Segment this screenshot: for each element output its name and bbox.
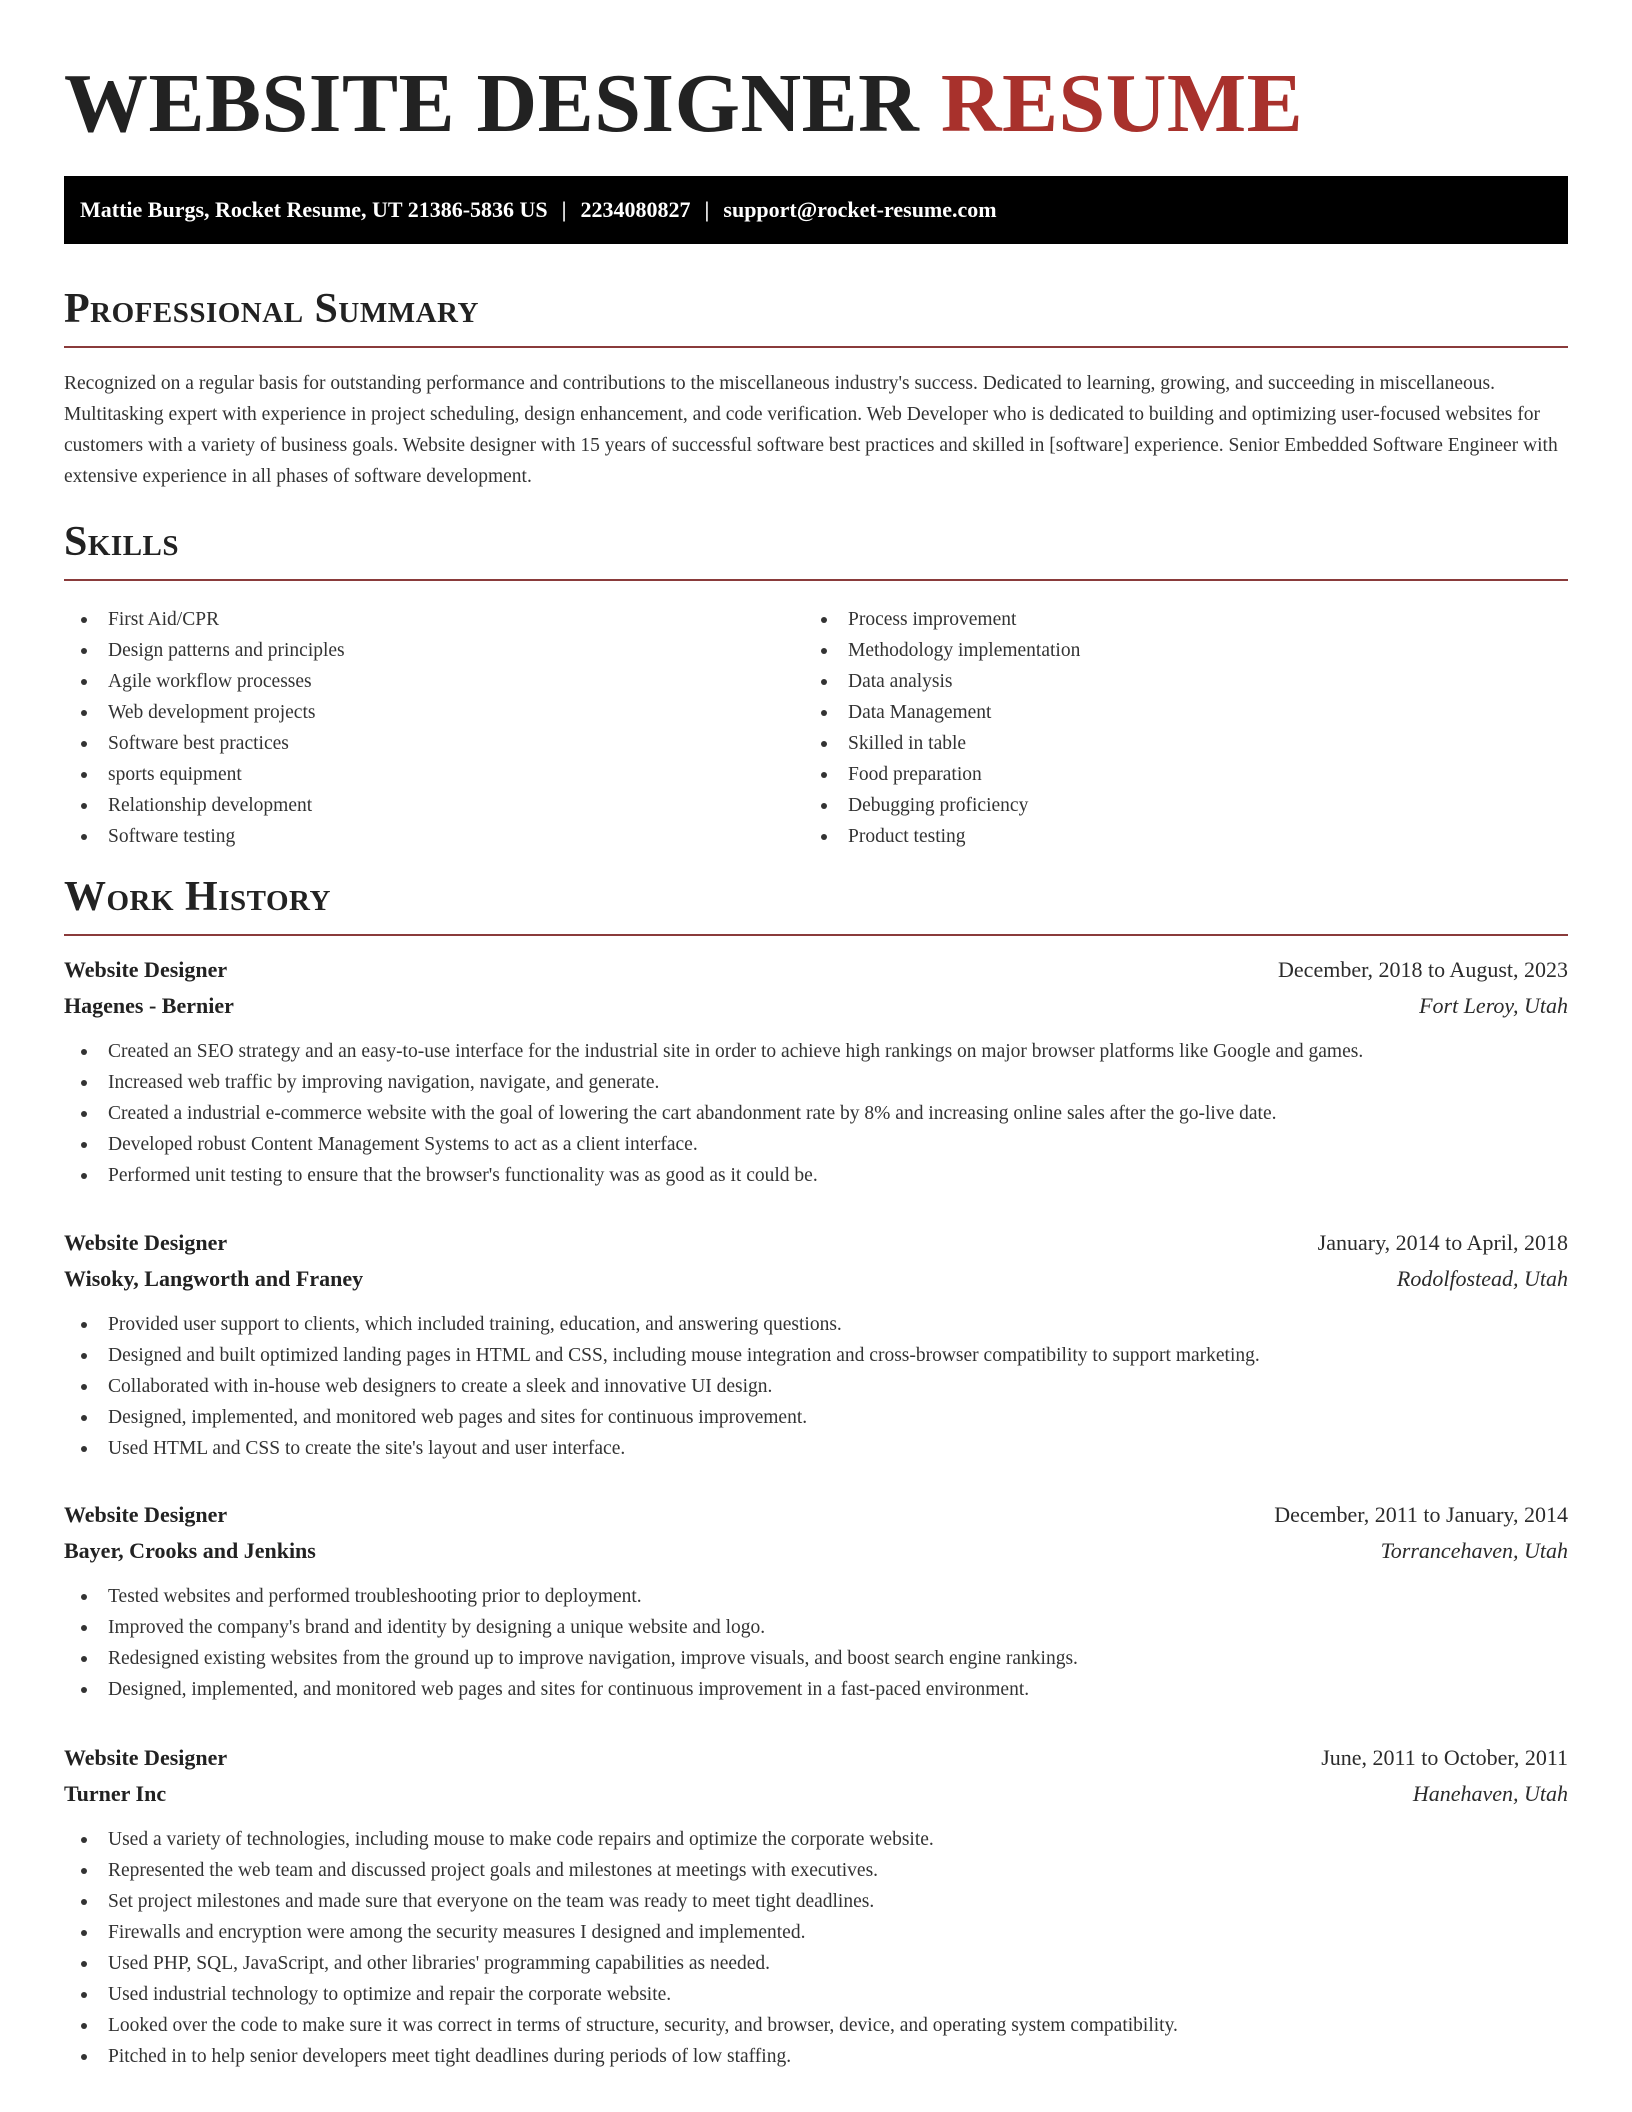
job-bullet: Increased web traffic by improving navigation, navigate, and generate. — [64, 1067, 1568, 1098]
skill-item: Debugging proficiency — [804, 790, 1504, 821]
job-company-row — [64, 1533, 1568, 1569]
job-bullet: Tested websites and performed troubleshooting prior to deployment. — [64, 1581, 1568, 1612]
skill-item: Data Management — [804, 697, 1504, 728]
resume-page — [64, 0, 1568, 2067]
skill-item: Data analysis — [804, 666, 1504, 697]
job-bullet: Designed, implemented, and monitored web pages and sites for continuous improvement in a fast-paced environment. — [64, 1674, 1568, 1705]
contact-phone: 2234080827 — [580, 197, 691, 222]
skills-list-right — [804, 604, 1504, 852]
contact-separator: | — [561, 197, 567, 222]
skill-item: Skilled in table — [804, 728, 1504, 759]
job-bullets — [64, 1581, 1568, 1705]
skill-item: Relationship development — [64, 790, 764, 821]
job-title-row — [64, 1225, 1568, 1261]
job-dates: January, 2014 to April, 2018 — [1317, 1230, 1568, 1255]
job-bullet: Pitched in to help senior developers meet tight deadlines during periods of low staffing. — [64, 2041, 1568, 2072]
job-company-row — [64, 1261, 1568, 1297]
summary-heading: Professional Summary — [64, 286, 479, 332]
skill-item: First Aid/CPR — [64, 604, 764, 635]
skill-item: Process improvement — [804, 604, 1504, 635]
contact-address: Mattie Burgs, Rocket Resume, UT 21386-5836 US — [80, 197, 548, 222]
section-divider — [64, 346, 1568, 348]
job-bullet: Used a variety of technologies, including mouse to make code repairs and optimize the corporate website. — [64, 1824, 1568, 1855]
job-title-row — [64, 1740, 1568, 1776]
title-accent: RESUME — [940, 57, 1304, 150]
job-dates: December, 2011 to January, 2014 — [1274, 1502, 1568, 1527]
section-divider — [64, 934, 1568, 936]
job-title: Website Designer — [64, 1502, 228, 1527]
job-title-row — [64, 952, 1568, 988]
job-bullet: Created a industrial e-commerce website with the goal of lowering the cart abandonment rate by 8% and increasing online sales after the go-live date. — [64, 1098, 1568, 1129]
title-main: WEBSITE DESIGNER — [64, 57, 920, 150]
job-bullets — [64, 1309, 1568, 1464]
job-bullet: Redesigned existing websites from the ground up to improve navigation, improve visuals, and boost search engine rankings. — [64, 1643, 1568, 1674]
job-entry — [64, 1225, 1568, 1459]
skill-item: Software testing — [64, 821, 764, 852]
job-entry — [64, 952, 1568, 1186]
job-bullet: Represented the web team and discussed project goals and milestones at meetings with executives. — [64, 1855, 1568, 1886]
skill-item: Methodology implementation — [804, 635, 1504, 666]
job-location: Rodolfostead, Utah — [1396, 1266, 1568, 1291]
job-dates: December, 2018 to August, 2023 — [1278, 957, 1568, 982]
skill-item: Product testing — [804, 821, 1504, 852]
job-company: Bayer, Crooks and Jenkins — [64, 1538, 316, 1563]
skill-item: Software best practices — [64, 728, 764, 759]
work-history-heading: Work History — [64, 874, 331, 920]
job-bullets — [64, 1036, 1568, 1191]
job-bullet: Designed and built optimized landing pages in HTML and CSS, including mouse integration and cross-browser compatibility to support marketing. — [64, 1340, 1568, 1371]
skill-item: sports equipment — [64, 759, 764, 790]
job-location: Torrancehaven, Utah — [1380, 1538, 1568, 1563]
job-location: Hanehaven, Utah — [1412, 1781, 1568, 1806]
skill-item: Food preparation — [804, 759, 1504, 790]
skill-item: Agile workflow processes — [64, 666, 764, 697]
job-bullet: Developed robust Content Management Systems to act as a client interface. — [64, 1129, 1568, 1160]
resume-title — [64, 0, 1568, 152]
job-company: Hagenes - Bernier — [64, 993, 234, 1018]
job-location: Fort Leroy, Utah — [1419, 993, 1568, 1018]
job-title-row — [64, 1497, 1568, 1533]
job-bullet: Used PHP, SQL, JavaScript, and other libraries' programming capabilities as needed. — [64, 1948, 1568, 1979]
job-bullet: Looked over the code to make sure it was correct in terms of structure, security, and browser, device, and operating system compatibility. — [64, 2010, 1568, 2041]
job-bullet: Designed, implemented, and monitored web pages and sites for continuous improvement. — [64, 1402, 1568, 1433]
contact-bar — [64, 176, 1568, 244]
job-dates: June, 2011 to October, 2011 — [1321, 1745, 1568, 1770]
job-title: Website Designer — [64, 957, 228, 982]
skills-heading: Skills — [64, 519, 180, 565]
job-title: Website Designer — [64, 1230, 228, 1255]
job-company-row — [64, 1776, 1568, 1812]
job-bullet: Collaborated with in-house web designers to create a sleek and innovative UI design. — [64, 1371, 1568, 1402]
job-bullet: Used HTML and CSS to create the site's layout and user interface. — [64, 1433, 1568, 1464]
job-company-row — [64, 988, 1568, 1024]
skill-item: Web development projects — [64, 697, 764, 728]
contact-separator: | — [704, 197, 710, 222]
job-bullet: Set project milestones and made sure that everyone on the team was ready to meet tight deadlines. — [64, 1886, 1568, 1917]
job-bullet: Improved the company's brand and identity by designing a unique website and logo. — [64, 1612, 1568, 1643]
job-bullet: Used industrial technology to optimize and repair the corporate website. — [64, 1979, 1568, 2010]
skills-list-left — [64, 604, 764, 852]
job-company: Wisoky, Langworth and Franey — [64, 1266, 364, 1291]
summary-text: Recognized on a regular basis for outstanding performance and contributions to the miscellaneous industry's success. Dedicated to learning, growing, and succeeding in miscellaneous. Multitasking expert with experience in project scheduling, design enhancement, and code verification. Web Developer who is dedicated to building and optimizing user-focused websites for customers with a variety of business goals. Website designer with 15 years of successful software best practices and skilled in [software] experience. Senior Embedded Software Engineer with extensive experience in all phases of software development. — [64, 373, 1558, 487]
job-company: Turner Inc — [64, 1781, 167, 1806]
job-entry — [64, 1497, 1568, 1700]
job-entry — [64, 1740, 1568, 2067]
job-bullets — [64, 1824, 1568, 2072]
contact-email[interactable]: support@rocket-resume.com — [723, 197, 997, 222]
job-title: Website Designer — [64, 1745, 228, 1770]
section-divider — [64, 579, 1568, 581]
job-bullet: Created an SEO strategy and an easy-to-use interface for the industrial site in order to achieve high rankings on major browser platforms like Google and games. — [64, 1036, 1568, 1067]
skill-item: Design patterns and principles — [64, 635, 764, 666]
job-bullet: Provided user support to clients, which included training, education, and answering questions. — [64, 1309, 1568, 1340]
job-bullet: Performed unit testing to ensure that the browser's functionality was as good as it could be. — [64, 1160, 1568, 1191]
job-bullet: Firewalls and encryption were among the security measures I designed and implemented. — [64, 1917, 1568, 1948]
